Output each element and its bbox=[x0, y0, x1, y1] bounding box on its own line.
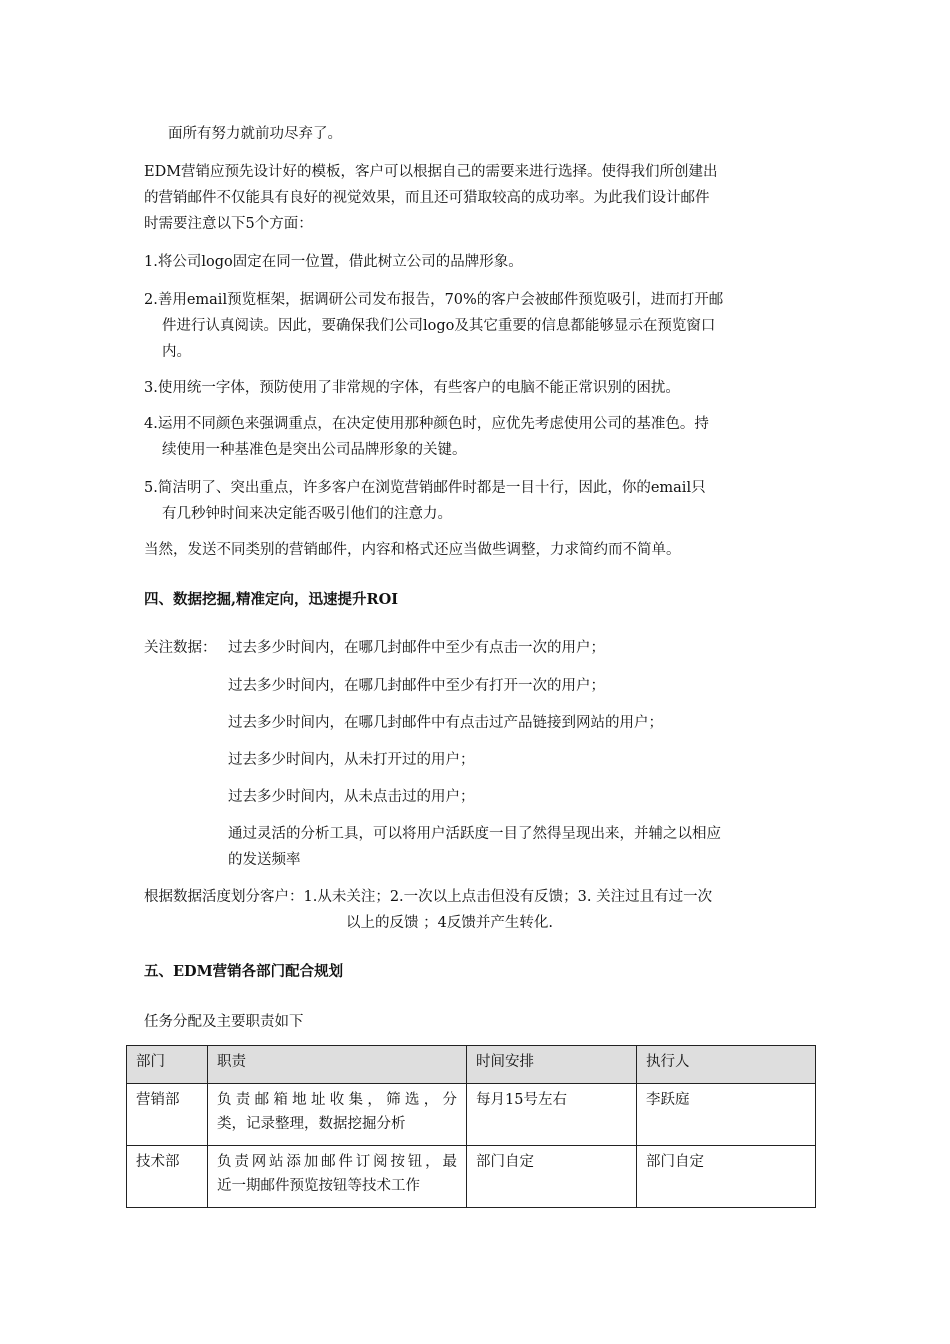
cell-dept: 技术部 bbox=[127, 1146, 208, 1208]
table-row bbox=[127, 1084, 816, 1146]
section5-heading: 五、EDM营销各部门配合规划 bbox=[144, 963, 344, 980]
list-item-4-cont: 续使用一种基准色是突出公司品牌形象的关键。 bbox=[162, 442, 467, 458]
focus-item: 过去多少时间内，在哪几封邮件中至少有点击一次的用户； bbox=[228, 640, 605, 656]
cell-owner: 部门自定 bbox=[637, 1146, 816, 1208]
cell-time: 部门自定 bbox=[467, 1146, 637, 1208]
cell-duty-line: 负责网站添加邮件订阅按钮，最 bbox=[217, 1154, 457, 1170]
list-item-2-cont: 件进行认真阅读。因此，要确保我们公司logo及其它重要的信息都能够显示在预览窗口 bbox=[162, 318, 716, 334]
list-item-5: 5.简洁明了、突出重点，许多客户在浏览营销邮件时都是一目十行，因此，你的email只 bbox=[144, 480, 706, 496]
cell-duty bbox=[208, 1084, 467, 1146]
focus-label: 关注数据： bbox=[144, 640, 217, 656]
cell-duty-line: 类，记录整理，数据挖掘分析 bbox=[217, 1116, 406, 1132]
list-item-4: 4.运用不同颜色来强调重点，在决定使用那种颜色时，应优先考虑使用公司的基准色。持 bbox=[144, 416, 709, 432]
list-item-2-cont: 内。 bbox=[162, 344, 191, 360]
analysis-tool-line: 通过灵活的分析工具，可以将用户活跃度一目了然得呈现出来，并辅之以相应 bbox=[228, 826, 721, 842]
focus-item: 过去多少时间内，在哪几封邮件中有点击过产品链接到网站的用户； bbox=[228, 715, 663, 731]
table-caption: 任务分配及主要职责如下 bbox=[144, 1014, 304, 1030]
segment-line: 以上的反馈 ；4反馈并产生转化. bbox=[346, 915, 553, 931]
section4-heading: 四、数据挖掘,精准定向，迅速提升ROI bbox=[144, 591, 399, 608]
list-item-5-cont: 有几秒钟时间来决定能否吸引他们的注意力。 bbox=[162, 506, 452, 522]
analysis-tool-line: 的发送频率 bbox=[228, 852, 301, 868]
cell-duty bbox=[208, 1146, 467, 1208]
focus-item: 过去多少时间内，在哪几封邮件中至少有打开一次的用户； bbox=[228, 678, 605, 694]
cell-dept: 营销部 bbox=[127, 1084, 208, 1146]
list-item-2: 2.善用email预览框架，据调研公司发布报告，70%的客户会被邮件预览吸引，进而打开邮 bbox=[144, 292, 724, 308]
cell-owner: 李跃庭 bbox=[637, 1084, 816, 1146]
template-paragraph-line: EDM营销应预先设计好的模板，客户可以根据自己的需要来进行选择。使得我们所创建出 bbox=[144, 164, 718, 180]
header-time: 时间安排 bbox=[467, 1046, 637, 1084]
focus-item: 过去多少时间内，从未点击过的用户； bbox=[228, 789, 475, 805]
focus-item: 过去多少时间内，从未打开过的用户； bbox=[228, 752, 475, 768]
template-paragraph-line: 时需要注意以下5个方面： bbox=[144, 216, 313, 232]
header-dept: 部门 bbox=[127, 1046, 208, 1084]
template-paragraph-line: 的营销邮件不仅能具有良好的视觉效果，而且还可猎取较高的成功率。为此我们设计邮件 bbox=[144, 190, 710, 206]
cell-duty-line: 近一期邮件预览按钮等技术工作 bbox=[217, 1178, 420, 1194]
list-item-3: 3.使用统一字体，预防使用了非常规的字体，有些客户的电脑不能正常识别的困扰。 bbox=[144, 380, 680, 396]
cell-duty-line: 负责邮箱地址收集，筛选，分 bbox=[217, 1092, 457, 1108]
table-row bbox=[127, 1146, 816, 1208]
header-duty: 职责 bbox=[208, 1046, 467, 1084]
intro-continuation: 面所有努力就前功尽弃了。 bbox=[168, 126, 342, 142]
segment-line: 根据数据活度划分客户：1.从未关注；2.一次以上点击但没有反馈；3. 关注过且有过一次 bbox=[144, 889, 713, 905]
task-assignment-table bbox=[126, 1045, 816, 1208]
list-item-1: 1.将公司logo固定在同一位置，借此树立公司的品牌形象。 bbox=[144, 254, 523, 270]
closing-paragraph: 当然，发送不同类别的营销邮件，内容和格式还应当做些调整，力求简约而不简单。 bbox=[144, 542, 681, 558]
table-header-row bbox=[127, 1046, 816, 1084]
cell-time: 每月15号左右 bbox=[467, 1084, 637, 1146]
header-owner: 执行人 bbox=[637, 1046, 816, 1084]
